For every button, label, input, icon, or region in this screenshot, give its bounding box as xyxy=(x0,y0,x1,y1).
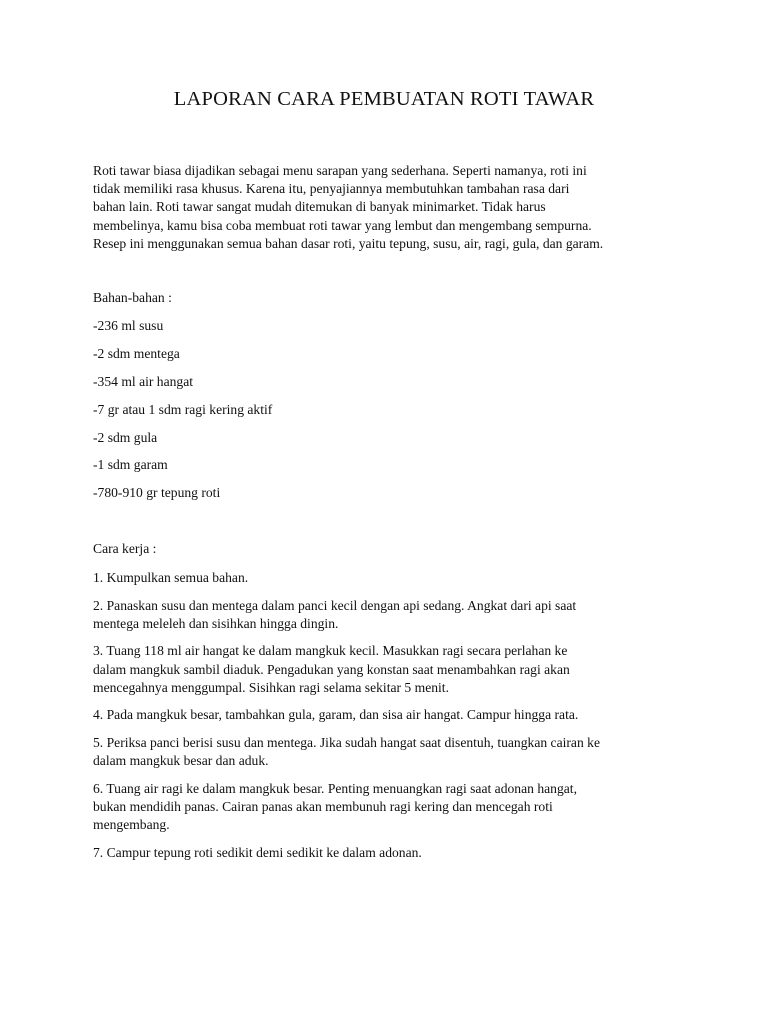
step-line: dalam mangkuk sambil diaduk. Pengadukan yang konstan saat menambahkan ragi akan xyxy=(93,661,570,677)
steps-heading: Cara kerja : xyxy=(93,541,157,556)
step-line: 2. Panaskan susu dan mentega dalam panci kecil dengan api sedang. Angkat dari api saat xyxy=(93,597,577,613)
ingredient-item: -2 sdm mentega xyxy=(93,345,180,361)
step-item xyxy=(93,844,693,862)
step-line: 7. Campur tepung roti sedikit demi sedikit ke dalam adonan. xyxy=(93,844,422,860)
step-line: mentega meleleh dan sisihkan hingga dingin. xyxy=(93,615,339,631)
intro-line: Roti tawar biasa dijadikan sebagai menu sarapan yang sederhana. Seperti namanya, roti ini xyxy=(93,163,587,178)
step-line: 3. Tuang 118 ml air hangat ke dalam mangkuk kecil. Masukkan ragi secara perlahan ke xyxy=(93,643,568,659)
step-item xyxy=(93,569,693,587)
step-item xyxy=(93,706,693,724)
step-item xyxy=(93,734,693,770)
step-item xyxy=(93,780,693,835)
step-line: 4. Pada mangkuk besar, tambahkan gula, garam, dan sisa air hangat. Campur hingga rata. xyxy=(93,707,579,723)
step-item xyxy=(93,642,693,697)
step-item xyxy=(93,597,693,633)
intro-line: membelinya, kamu bisa coba membuat roti tawar yang lembut dan mengembang sempurna. xyxy=(93,217,592,233)
ingredient-item: -7 gr atau 1 sdm ragi kering aktif xyxy=(93,401,273,417)
intro-line: bahan lain. Roti tawar sangat mudah ditemukan di banyak minimarket. Tidak harus xyxy=(93,199,546,215)
ingredient-item: -780-910 gr tepung roti xyxy=(93,485,221,501)
document-title: LAPORAN CARA PEMBUATAN ROTI TAWAR xyxy=(173,88,595,110)
step-line: bukan mendidih panas. Cairan panas akan membunuh ragi kering dan mencegah roti xyxy=(93,798,553,814)
intro-line: Resep ini menggunakan semua bahan dasar roti, yaitu tepung, susu, air, ragi, gula, dan garam. xyxy=(93,235,604,251)
step-line: 1. Kumpulkan semua bahan. xyxy=(93,570,249,585)
step-line: 6. Tuang air ragi ke dalam mangkuk besar. Penting menuangkan ragi saat adonan hangat, xyxy=(93,780,577,796)
step-line: dalam mangkuk besar dan aduk. xyxy=(93,753,269,769)
step-line: 5. Periksa panci berisi susu dan mentega. Jika sudah hangat saat disentuh, tuangkan cairan ke xyxy=(93,734,600,750)
intro-line: tidak memiliki rasa khusus. Karena itu, penyajiannya membutuhkan tambahan rasa dari xyxy=(93,181,570,197)
ingredient-item: -236 ml susu xyxy=(93,318,164,333)
ingredient-item: -1 sdm garam xyxy=(93,457,168,473)
ingredients-list xyxy=(93,318,272,513)
steps-list xyxy=(93,569,693,871)
step-line: mencegahnya menggumpal. Sisihkan ragi selama sekitar 5 menit. xyxy=(93,679,449,695)
step-line: mengembang. xyxy=(93,817,170,833)
intro-paragraph xyxy=(93,162,693,253)
ingredient-item: -2 sdm gula xyxy=(93,429,158,445)
ingredient-item: -354 ml air hangat xyxy=(93,373,194,389)
ingredients-heading: Bahan-bahan : xyxy=(93,290,172,305)
